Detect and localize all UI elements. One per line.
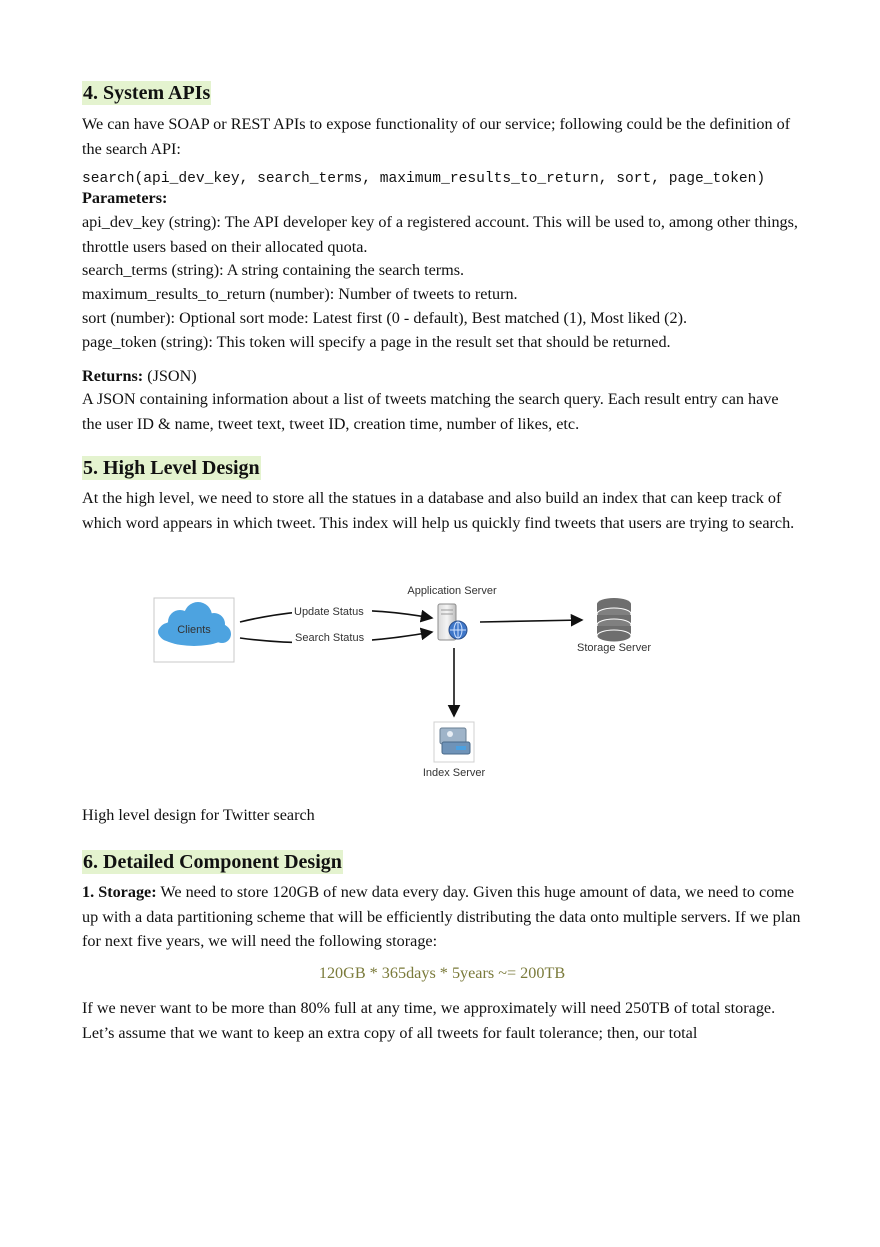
parameters-heading <box>82 186 167 211</box>
param-max-results: maximum_results_to_return (number): Number of tweets to return. <box>82 285 518 303</box>
high-level-design-intro: At the high level, we need to store all the statues in a database and also build an index that can keep track of which word appears in which tweet. This index will help us quickly find tweets that users are trying to search. <box>82 489 795 532</box>
storage-server-label: Storage Server <box>577 642 651 654</box>
database-icon <box>597 598 631 642</box>
system-apis-intro: We can have SOAP or REST APIs to expose functionality of our service; following could be the definition of the search API: <box>82 115 791 158</box>
clients-label: Clients <box>177 624 211 636</box>
application-server-label: Application Server <box>407 585 497 597</box>
index-server-node <box>423 722 486 779</box>
param-api-dev-key: api_dev_key (string): The API developer key of a registered account. This will be used to, among other things, throttle users based on their allocated quota. <box>82 213 798 256</box>
parameters-label: Parameters: <box>82 189 168 207</box>
storage-followup: If we never want to be more than 80% full at any time, we approximately will need 250TB of total storage. Let’s assume that we want to keep an extra copy of all tweets for fault tolerance; then, our total <box>82 999 776 1042</box>
returns-description: A JSON containing information about a list of tweets matching the search query. Each result entry can have the user ID & name, tweet text, tweet ID, creation time, number of likes, etc. <box>82 390 779 433</box>
search-status-label: Search Status <box>295 632 365 644</box>
application-server-node <box>407 585 497 640</box>
heading-high-level-design: 5. High Level Design <box>83 457 260 479</box>
server-icon <box>438 604 467 640</box>
param-page-token: page_token (string): This token will specify a page in the result set that should be returned. <box>82 333 671 351</box>
storage-formula: 120GB * 365days * 5years ~= 200TB <box>318 964 566 982</box>
api-signature: search(api_dev_key, search_terms, maximum_results_to_return, sort, page_token) <box>82 171 766 187</box>
update-status-label: Update Status <box>294 606 364 618</box>
returns-line <box>82 364 197 389</box>
clients-node <box>154 598 234 662</box>
storage-label: 1. Storage: <box>82 883 157 901</box>
index-server-icon <box>440 728 470 754</box>
returns-type: (JSON) <box>143 367 197 385</box>
param-sort: sort (number): Optional sort mode: Latest first (0 - default), Best matched (1), Most liked (2). <box>82 309 688 327</box>
storage-arrow <box>480 620 582 622</box>
high-level-design-diagram <box>150 578 670 788</box>
storage-server-node <box>577 598 651 654</box>
param-search-terms: search_terms (string): A string containing the search terms. <box>82 261 465 279</box>
diagram-caption: High level design for Twitter search <box>82 806 315 824</box>
heading-system-apis: 4. System APIs <box>83 82 211 104</box>
index-server-label: Index Server <box>422 767 486 779</box>
heading-detailed-component-design: 6. Detailed Component Design <box>83 851 342 873</box>
returns-label: Returns: <box>82 367 144 385</box>
storage-paragraph <box>82 880 802 954</box>
storage-text: We need to store 120GB of new data every day. Given this huge amount of data, we need to come up with a data partitioning scheme that will be efficiently distributing the data onto multiple servers. If we plan for next five years, we will need the following storage: <box>82 883 801 950</box>
